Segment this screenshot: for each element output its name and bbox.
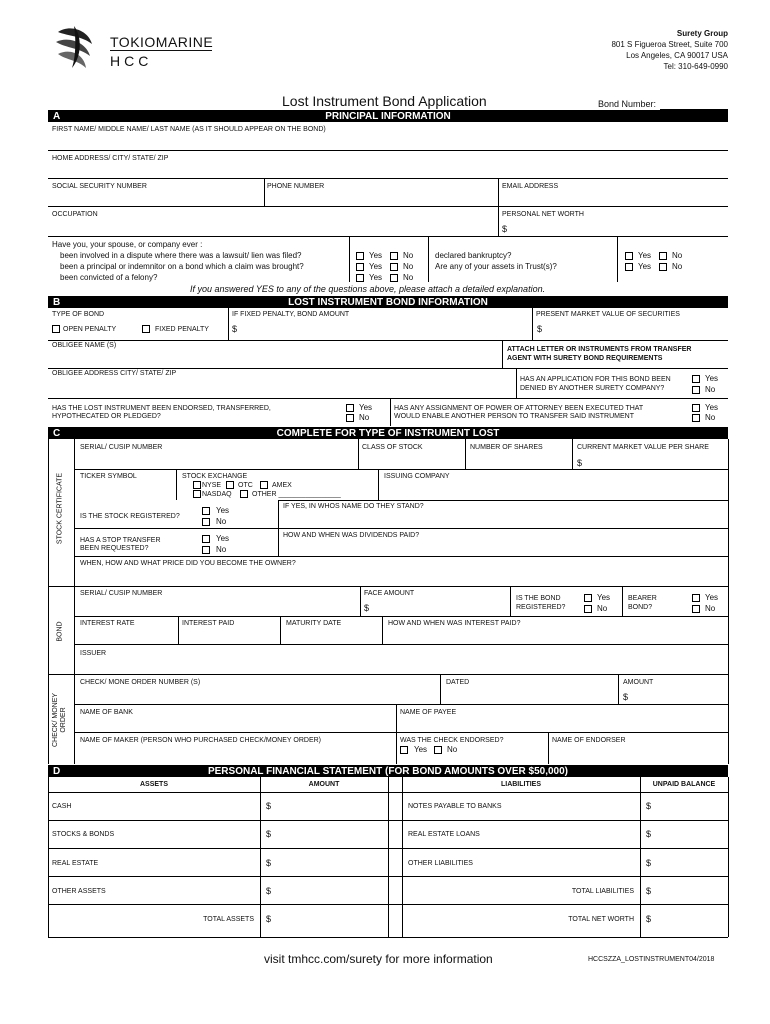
bearer-bond-line1: BEARER	[628, 595, 657, 602]
q1-no-checkbox[interactable]	[390, 252, 398, 260]
currency-sign: $	[646, 914, 652, 924]
side-label-line1: CHECK/ MONEY	[52, 692, 59, 748]
fixed-amount-label: IF FIXED PENALTY, BOND AMOUNT	[232, 311, 350, 318]
stop-transfer-line1: HAS A STOP TRANSFER	[80, 537, 161, 544]
no-label: No	[705, 604, 716, 613]
endorsed-question-line2: HYPOTHECATED OR PLEDGED?	[52, 413, 161, 420]
registered-name-label: IF YES, IN WHOS NAME DO THEY STAND?	[283, 503, 424, 510]
maker-name-label: NAME OF MAKER (PERSON WHO PURCHASED CHECK/MONEY ORDER)	[80, 737, 322, 744]
liability-label: NOTES PAYABLE TO BANKS	[408, 803, 502, 810]
fixed-penalty-label: FIXED PENALTY	[155, 326, 209, 333]
question-indemnitor: been a principal or indemnitor on a bond which a claim was brought?	[60, 262, 304, 271]
endorsed-no-checkbox[interactable]	[346, 414, 354, 422]
asset-label: STOCKS & BONDS	[52, 831, 115, 838]
bond-type-label: TYPE OF BOND	[52, 311, 105, 318]
bond-registered-line1: IS THE BOND	[516, 595, 561, 602]
liability-label: REAL ESTATE LOANS	[408, 831, 480, 838]
no-label: No	[705, 413, 716, 422]
denied-question-line1: HAS AN APPLICATION FOR THIS BOND BEEN	[520, 376, 671, 383]
stock-class-label: CLASS OF STOCK	[362, 444, 423, 451]
section-letter: D	[53, 766, 61, 777]
denied-question-line2: DENIED BY ANOTHER SURETY COMPANY?	[520, 385, 665, 392]
q2-no-checkbox[interactable]	[390, 263, 398, 271]
currency-sign: $	[232, 324, 238, 334]
bearer-yes-checkbox[interactable]	[692, 594, 700, 602]
q5-no-checkbox[interactable]	[659, 263, 667, 271]
liability-label: OTHER LIABILITIES	[408, 860, 473, 867]
home-address-field[interactable]	[48, 152, 728, 178]
section-a-header	[48, 110, 728, 122]
total-liabilities-label: TOTAL LIABILITIES	[571, 888, 634, 895]
stock-registered-question: IS THE STOCK REGISTERED?	[80, 513, 180, 520]
section-b-header	[48, 296, 728, 308]
no-label: No	[216, 517, 227, 526]
yes-label: Yes	[705, 593, 719, 602]
other-exchange-label: OTHER ________________	[252, 491, 341, 498]
no-label: No	[597, 604, 608, 613]
poa-question-line2: WOULD ENABLE ANOTHER PERSON TO TRANSFER SAID INSTRUMENT	[394, 413, 634, 420]
other-exchange-checkbox[interactable]	[240, 490, 248, 498]
issuing-company-label: ISSUING COMPANY	[384, 473, 450, 480]
yes-label: Yes	[705, 403, 719, 412]
yes-label: Yes	[369, 262, 383, 271]
yes-label: Yes	[414, 745, 428, 754]
dated-label: DATED	[446, 679, 470, 686]
ownership-label: WHEN, HOW AND WHAT PRICE DID YOU BECOME THE OWNER?	[80, 560, 296, 567]
email-label: EMAIL ADDRESS	[502, 183, 559, 190]
yes-label: Yes	[216, 506, 230, 515]
no-label: No	[403, 251, 414, 260]
endorsed-question-line1: HAS THE LOST INSTRUMENT BEEN ENDORSED, TRANSFERRED,	[52, 405, 271, 412]
open-penalty-label: OPEN PENALTY	[63, 326, 117, 333]
poa-no-checkbox[interactable]	[692, 414, 700, 422]
attach-note-line1: ATTACH LETTER OR INSTRUMENTS FROM TRANSFER	[507, 346, 692, 353]
footer-website-note: visit tmhcc.com/surety for more information	[264, 952, 493, 966]
check-endorsed-no-checkbox[interactable]	[434, 746, 442, 754]
currency-sign: $	[646, 886, 652, 896]
currency-sign: $	[537, 324, 543, 334]
currency-sign: $	[266, 829, 272, 839]
dividends-label: HOW AND WHEN WAS DIVIDENDS PAID?	[283, 532, 420, 539]
interest-when-label: HOW AND WHEN WAS INTEREST PAID?	[388, 620, 521, 627]
address-line-2: Los Angeles, CA 90017 USA	[626, 51, 728, 60]
check-endorsed-yes-checkbox[interactable]	[400, 746, 408, 754]
yes-label: Yes	[705, 374, 719, 383]
currency-sign: $	[646, 801, 652, 811]
otc-label: OTC	[238, 482, 253, 489]
no-label: No	[672, 262, 683, 271]
total-net-worth-label: TOTAL NET WORTH	[568, 916, 634, 923]
yes-label: Yes	[638, 251, 652, 260]
attach-note-line2: AGENT WITH SURETY BOND REQUIREMENTS	[507, 355, 663, 362]
obligee-address-label: OBLIGEE ADDRESS CITY/ STATE/ ZIP	[52, 370, 177, 377]
obligee-name-label: OBLIGEE NAME (S)	[52, 342, 117, 349]
nasdaq-checkbox[interactable]	[193, 490, 201, 498]
interest-rate-label: INTEREST RATE	[80, 620, 135, 627]
section-letter: C	[53, 428, 61, 439]
net-worth-currency: $	[502, 224, 508, 234]
stop-transfer-no-checkbox[interactable]	[202, 546, 210, 554]
asset-label: REAL ESTATE	[52, 860, 99, 867]
denied-no-checkbox[interactable]	[692, 386, 700, 394]
stop-transfer-yes-checkbox[interactable]	[202, 535, 210, 543]
poa-question-line1: HAS ANY ASSIGNMENT OF POWER OF ATTORNEY BEEN EXECUTED THAT	[394, 405, 644, 412]
amex-checkbox[interactable]	[260, 481, 268, 489]
currency-sign: $	[646, 829, 652, 839]
bond-side-label: BOND	[56, 621, 64, 642]
company-address	[611, 28, 728, 72]
interest-paid-label: INTEREST PAID	[182, 620, 235, 627]
logo-swirl-icon	[52, 22, 100, 72]
address-line-1: 801 S Figueroa Street, Suite 700	[611, 40, 728, 49]
no-label: No	[672, 251, 683, 260]
assets-column-header: ASSETS	[139, 781, 168, 788]
company-logo	[52, 22, 212, 74]
yes-label: Yes	[369, 251, 383, 260]
asset-label: CASH	[52, 803, 72, 810]
no-label: No	[216, 545, 227, 554]
yes-label: Yes	[638, 262, 652, 271]
currency-sign: $	[266, 886, 272, 896]
current-value-label: CURRENT MARKET VALUE PER SHARE	[577, 444, 709, 451]
section-title: PERSONAL FINANCIAL STATEMENT (FOR BOND AMOUNTS OVER $50,000)	[207, 766, 569, 777]
otc-checkbox[interactable]	[226, 481, 234, 489]
bank-name-label: NAME OF BANK	[80, 709, 133, 716]
bearer-no-checkbox[interactable]	[692, 605, 700, 613]
poa-yes-checkbox[interactable]	[692, 404, 700, 412]
bond-number-label: Bond Number:	[598, 99, 657, 109]
section-letter: B	[53, 297, 61, 308]
section-title: PRINCIPAL INFORMATION	[325, 111, 451, 122]
name-field-label: FIRST NAME/ MIDDLE NAME/ LAST NAME (AS IT SHOULD APPEAR ON THE BOND)	[52, 126, 326, 133]
q3-yes-checkbox[interactable]	[356, 274, 364, 282]
form-title: Lost Instrument Bond Application	[282, 93, 487, 109]
yes-label: Yes	[369, 273, 383, 282]
section-letter: A	[53, 111, 61, 122]
bond-registered-yes-checkbox[interactable]	[584, 594, 592, 602]
issuer-label: ISSUER	[80, 650, 107, 657]
total-assets-label: TOTAL ASSETS	[203, 916, 254, 923]
company-name: TOKIOMARINE	[110, 34, 214, 50]
currency-sign: $	[266, 914, 272, 924]
group-name: Surety Group	[676, 29, 728, 38]
registered-yes-checkbox[interactable]	[202, 507, 210, 515]
currency-sign: $	[266, 801, 272, 811]
telephone: Tel: 310-649-0990	[663, 62, 728, 71]
home-address-label: HOME ADDRESS/ CITY/ STATE/ ZIP	[52, 155, 169, 162]
section-c-header	[48, 427, 728, 439]
q5-yes-checkbox[interactable]	[625, 263, 633, 271]
registered-no-checkbox[interactable]	[202, 518, 210, 526]
denied-yes-checkbox[interactable]	[692, 375, 700, 383]
payee-name-label: NAME OF PAYEE	[400, 709, 457, 716]
yes-label: Yes	[597, 593, 611, 602]
asset-label: OTHER ASSETS	[52, 888, 106, 895]
stop-transfer-line2: BEEN REQUESTED?	[80, 545, 149, 552]
endorsed-yes-checkbox[interactable]	[346, 404, 354, 412]
open-penalty-checkbox[interactable]	[52, 325, 60, 333]
bond-registered-no-checkbox[interactable]	[584, 605, 592, 613]
stock-serial-label: SERIAL/ CUSIP NUMBER	[80, 444, 163, 451]
market-value-label: PRESENT MARKET VALUE OF SECURITIES	[536, 311, 680, 318]
questions-intro: Have you, your spouse, or company ever :	[52, 240, 203, 249]
section-title: LOST INSTRUMENT BOND INFORMATION	[288, 297, 488, 308]
no-label: No	[403, 262, 414, 271]
face-amount-label: FACE AMOUNT	[364, 590, 415, 597]
currency-sign: $	[577, 458, 583, 468]
side-label-line2: ORDER	[60, 707, 67, 733]
bearer-bond-line2: BOND?	[628, 604, 653, 611]
unpaid-balance-column-header: UNPAID BALANCE	[652, 781, 716, 788]
no-label: No	[447, 745, 458, 754]
exchange-label: STOCK EXCHANGE	[182, 473, 248, 480]
net-worth-label: PERSONAL NET WORTH	[502, 211, 584, 218]
ssn-label: SOCIAL SECURITY NUMBER	[52, 183, 147, 190]
yes-explanation-note: If you answered YES to any of the questions above, please attach a detailed explanation.	[190, 284, 546, 294]
name-field[interactable]	[48, 124, 728, 150]
amex-label: AMEX	[272, 482, 292, 489]
yes-label: Yes	[216, 534, 230, 543]
no-label: No	[705, 385, 716, 394]
nyse-label: NYSE	[202, 482, 222, 489]
yes-label: Yes	[359, 403, 373, 412]
bond-registered-line2: REGISTERED?	[516, 604, 566, 611]
footer-form-code: HCCSZZA_LOSTINSTRUMENT04/2018	[588, 956, 715, 963]
bond-serial-label: SERIAL/ CUSIP NUMBER	[80, 590, 163, 597]
currency-sign: $	[266, 858, 272, 868]
check-endorsed-question: WAS THE CHECK ENDORSED?	[400, 737, 504, 744]
nyse-checkbox[interactable]	[193, 481, 201, 489]
question-trust: Are any of your assets in Trust(s)?	[435, 262, 557, 271]
q3-no-checkbox[interactable]	[390, 274, 398, 282]
currency-sign: $	[646, 858, 652, 868]
q1-yes-checkbox[interactable]	[356, 252, 364, 260]
currency-sign: $	[364, 603, 370, 613]
occupation-label: OCCUPATION	[52, 211, 98, 218]
fixed-penalty-checkbox[interactable]	[142, 325, 150, 333]
maturity-date-label: MATURITY DATE	[286, 620, 342, 627]
q4-yes-checkbox[interactable]	[625, 252, 633, 260]
ticker-label: TICKER SYMBOL	[80, 473, 137, 480]
q4-no-checkbox[interactable]	[659, 252, 667, 260]
no-label: No	[359, 413, 370, 422]
shares-label: NUMBER OF SHARES	[470, 444, 543, 451]
endorser-name-label: NAME OF ENDORSER	[552, 737, 626, 744]
stock-certificate-side-label: STOCK CERTIFICATE	[56, 472, 64, 545]
section-d-header	[48, 765, 728, 777]
question-felony: been convicted of a felony?	[60, 273, 158, 282]
amount-column-header: AMOUNT	[308, 781, 340, 788]
company-subname: HCC	[110, 53, 153, 69]
check-number-label: CHECK/ MONE ORDER NUMBER (S)	[80, 679, 201, 686]
question-lawsuit: been involved in a dispute where there was a lawsuit/ lien was filed?	[60, 251, 302, 260]
question-bankruptcy: declared bankruptcy?	[435, 251, 512, 260]
liabilities-column-header: LIABILITIES	[500, 781, 542, 788]
phone-label: PHONE NUMBER	[267, 183, 325, 190]
currency-sign: $	[623, 692, 629, 702]
check-amount-label: AMOUNT	[623, 679, 654, 686]
nasdaq-label: NASDAQ	[202, 491, 232, 498]
check-money-order-side-label	[52, 680, 68, 760]
q2-yes-checkbox[interactable]	[356, 263, 364, 271]
no-label: No	[403, 273, 414, 282]
section-title: COMPLETE FOR TYPE OF INSTRUMENT LOST	[276, 428, 500, 439]
